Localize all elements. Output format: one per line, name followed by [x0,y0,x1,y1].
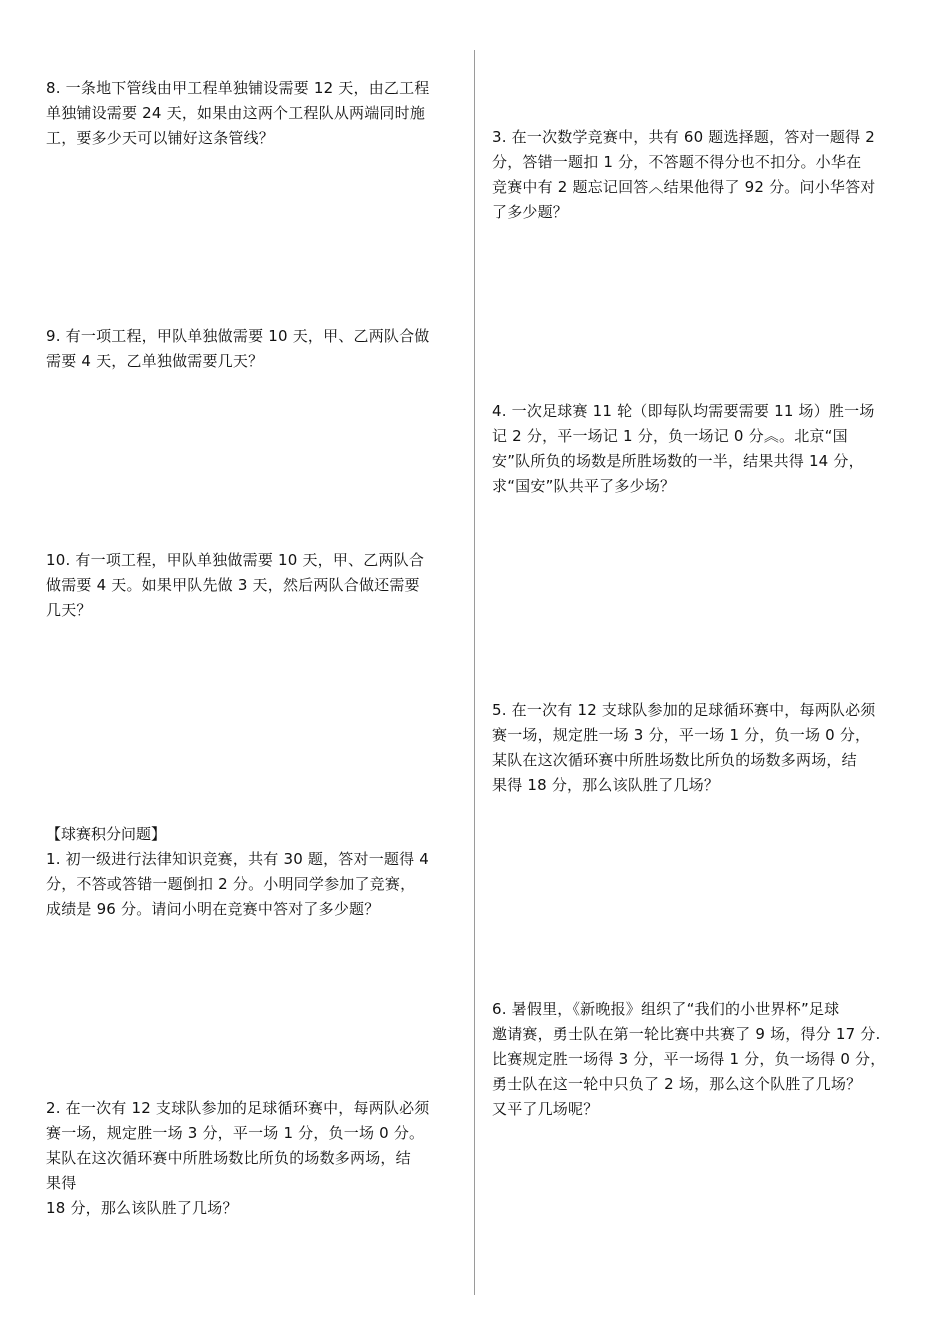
problem-10: 10. 有一项工程，甲队单独做需要 10 天，甲、乙两队合 做需要 4 天。如果甲队先做 3 天，然后两队合做还需要 几天？ [46,551,425,619]
problem-8: 8. 一条地下管线由甲工程单独铺设需要 12 天，由乙工程 单独铺设需要 24 天，如果由这两个工程队从两端同时施 工，要多少天可以铺好这条管线？ [46,79,430,147]
problem-1: 1. 初一级进行法律知识竞赛，共有 30 题，答对一题得 4 分，不答或答错一题倒扣 2 分。小明同学参加了竞赛， 成绩是 96 分。请问小明在竞赛中答对了多少题？ [46,850,430,918]
problem-3: 3. 在一次数学竞赛中，共有 60 题选择题，答对一题得 2 分，答错一题扣 1 分，不答题不得分也不扣分。小华在 竞赛中有 2 题忘记回答︿结果他得了 92 分。问小华答对 了多少题？ [492,128,876,221]
column-divider [474,50,475,1295]
problem-5: 5. 在一次有 12 支球队参加的足球循环赛中，每两队必须 赛一场，规定胜一场 3 分，平一场 1 分，负一场 0 分， 某队在这次循环赛中所胜场数比所负的场数多两场，结 果得 18 分，那么该队胜了几场？ [492,701,876,794]
problem-9: 9. 有一项工程，甲队单独做需要 10 天，甲、乙两队合做 需要 4 天，乙单独做需要几天？ [46,327,430,370]
section-heading: 【球赛积分问题】 [46,825,167,843]
problem-2: 2. 在一次有 12 支球队参加的足球循环赛中，每两队必须 赛一场，规定胜一场 3 分，平一场 1 分，负一场 0 分。 某队在这次循环赛中所胜场数比所负的场数多两场，结 果得 18 分，那么该队胜了几场？ [46,1099,430,1217]
problem-4: 4. 一次足球赛 11 轮（即每队均需要需要 11 场）胜一场 记 2 分，平一场记 1 分，负一场记 0 分︽。北京“国 安”队所负的场数是所胜场数的一半，结果共得 14 分， 求“国安”队共平了多少场？ [492,402,875,495]
problem-6: 6. 暑假里，《新晚报》组织了“我们的小世界杯”足球 邀请赛，勇士队在第一轮比赛中共赛了 9 场，得分 17 分. 比赛规定胜一场得 3 分，平一场得 1 分，负一场得 0 分， 勇士队在这一轮中只负了 2 场，那么这个队胜了几场？ 又平了几场呢？ [492,1000,886,1118]
